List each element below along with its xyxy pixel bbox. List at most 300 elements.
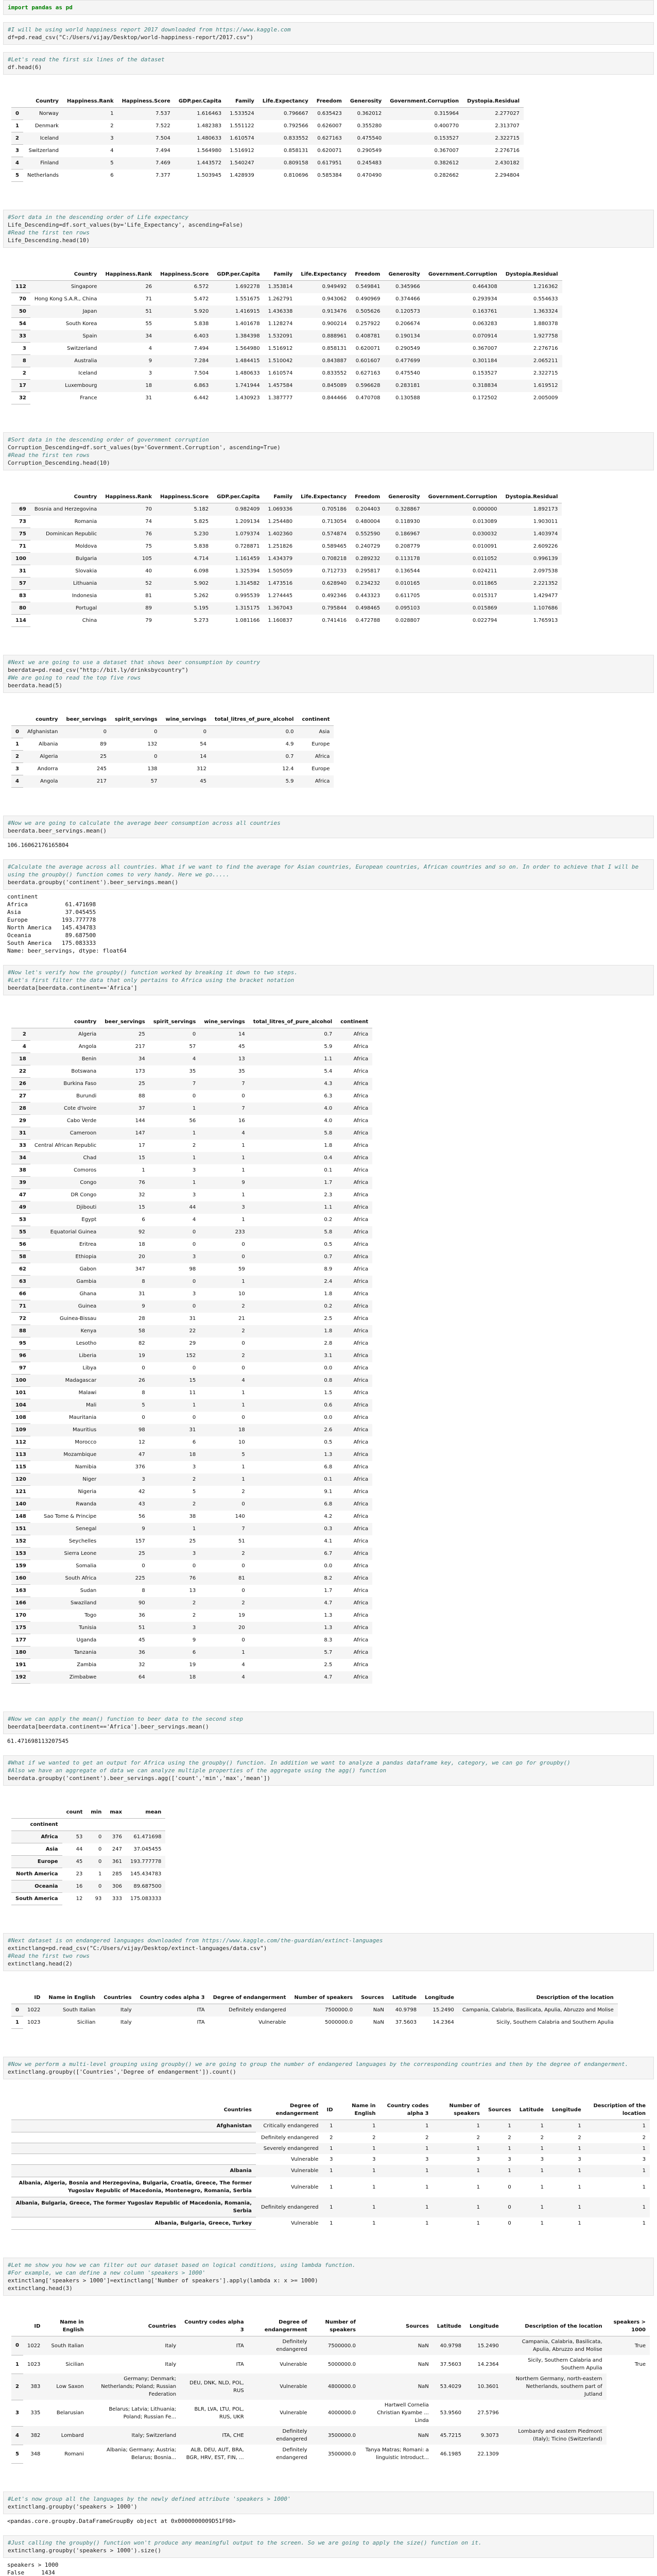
table-row — [11, 2143, 650, 2154]
code-input[interactable] — [3, 2535, 654, 2558]
table-cell: 0.475540 — [357, 135, 382, 141]
cell-load-happiness[interactable] — [3, 22, 654, 45]
table-cell: Lombard — [61, 2432, 84, 2438]
code-input[interactable] — [3, 965, 654, 995]
column-header: Life.Expectancy — [258, 95, 313, 108]
table-cell: 1 — [642, 2123, 646, 2129]
table-cell: 0.7 — [285, 754, 294, 759]
table-cell: 0.374466 — [395, 296, 420, 302]
column-header: Life.Expectancy — [297, 268, 351, 281]
cell-beer-load[interactable] — [3, 655, 654, 808]
table-row — [11, 1276, 372, 1288]
table-cell: Definitely endangered — [229, 2007, 286, 2013]
table-cell: 0.063283 — [473, 321, 497, 327]
table-cell: 0.190134 — [395, 333, 420, 339]
table-cell: 64 — [139, 1674, 145, 1680]
table-cell: 4800000.0 — [327, 2384, 356, 2389]
table-cell: 0.810696 — [284, 173, 308, 178]
row-index: 63 — [11, 1276, 30, 1288]
code-comment: #Sort data in the descending order of Life expectancy — [8, 214, 188, 221]
table-cell: 1.402360 — [268, 531, 293, 537]
table-cell: 1.1 — [324, 1205, 333, 1210]
table-row — [11, 1226, 372, 1239]
table-cell: 1 — [578, 2145, 581, 2151]
table-cell: Equatorial Guinea — [50, 1229, 97, 1235]
table-row — [11, 2426, 650, 2445]
table-cell: 2.322715 — [495, 135, 520, 141]
table-cell: 1.353814 — [268, 284, 293, 290]
column-header: beer_servings — [62, 714, 111, 726]
table-cell: 1 — [578, 2168, 581, 2174]
column-header: Countries — [88, 2316, 180, 2336]
table-cell: Denmark — [34, 123, 59, 129]
table-cell: 3500000.0 — [327, 2451, 356, 2457]
table-cell: Europe — [312, 741, 330, 747]
table-cell: 1.927758 — [533, 333, 558, 339]
row-index: 80 — [11, 602, 30, 615]
table-row — [11, 1201, 372, 1214]
table-row — [11, 590, 562, 602]
table-cell: Bulgaria — [75, 556, 97, 562]
table-cell: 98 — [139, 1427, 145, 1433]
table-cell: 14.2364 — [433, 2020, 454, 2025]
table-cell: 0.015869 — [472, 605, 497, 611]
row-index: 73 — [11, 516, 30, 528]
table-row — [11, 1831, 165, 1843]
code-text: import pandas as pd — [8, 4, 73, 11]
code-input[interactable] — [3, 0, 654, 15]
table-cell: 0.475540 — [395, 370, 420, 376]
table-cell: 0.289232 — [355, 556, 381, 562]
column-header: Description of the location — [458, 1992, 618, 2004]
cell-size[interactable] — [3, 2535, 654, 2576]
cell-groupby[interactable] — [3, 859, 654, 958]
table-cell: 0 — [103, 729, 107, 735]
table-cell: 5.838 — [194, 321, 209, 327]
code-input[interactable] — [3, 2492, 654, 2514]
row-index: Africa — [11, 1831, 62, 1843]
cell-output — [3, 2079, 654, 2250]
table-cell: 2 — [241, 1600, 245, 1606]
table-cell: 17 — [139, 1143, 145, 1148]
table-cell: 1.416915 — [235, 309, 260, 314]
table-cell: 2 — [330, 2134, 333, 2141]
table-cell: Niger — [82, 1477, 97, 1482]
table-cell: 1.160837 — [268, 618, 293, 623]
table-cell: 0.7 — [324, 1031, 333, 1038]
cell-head-happiness[interactable] — [3, 52, 654, 202]
table-cell: 2.5 — [324, 1316, 333, 1321]
table-cell: 0.626007 — [317, 123, 342, 129]
table-cell: 0.010091 — [472, 544, 497, 549]
table-cell: 1 — [241, 1155, 245, 1161]
table-row — [11, 1647, 372, 1659]
table-cell: 15.2490 — [433, 2007, 454, 2013]
table-row — [11, 1103, 372, 1115]
code-input[interactable] — [3, 859, 654, 890]
row-index: 115 — [11, 1461, 30, 1473]
table-cell: 1 — [330, 2221, 333, 2226]
table-cell: 0.245483 — [357, 160, 382, 166]
column-header: Longitude — [548, 2100, 585, 2120]
table-cell: 1.325394 — [235, 568, 260, 574]
table-cell: ITA, CHE — [222, 2432, 244, 2438]
table-cell: 2 — [241, 1303, 245, 1309]
code-input[interactable] — [3, 52, 654, 75]
table-cell: 32 — [139, 1192, 145, 1198]
table-cell: Lithuania — [73, 581, 97, 586]
table-cell: 0.283181 — [395, 383, 420, 388]
table-cell: 0.301184 — [473, 358, 497, 364]
dataframe-table — [11, 2316, 650, 2464]
code-input[interactable] — [3, 655, 654, 693]
table-cell: 18 — [139, 1242, 145, 1247]
code-comment: #What if we wanted to get an output for Africa using the groupby() function. In addition we want to analyze a pandas dataframe key, category, we can go for groupby() #Also we have an aggregate of data we can analyze multiple properties of the aggregate using the agg() function — [8, 1759, 570, 1774]
table-cell: 1.692278 — [235, 284, 260, 290]
table-cell: 4 — [192, 1056, 196, 1062]
table-cell: 1 — [642, 2204, 646, 2210]
table-cell: 27.5796 — [477, 2410, 499, 2416]
code-input[interactable] — [3, 210, 654, 248]
table-row — [11, 1498, 372, 1511]
row-index: 113 — [11, 1449, 30, 1461]
cell-lang-load[interactable] — [3, 1933, 654, 2049]
table-row — [11, 1412, 372, 1424]
table-row — [11, 1634, 372, 1647]
table-cell: 5.8 — [324, 1130, 333, 1136]
table-cell: 1.107686 — [533, 605, 558, 611]
column-header — [11, 2316, 23, 2336]
row-index — [11, 2154, 256, 2165]
table-cell: 0 — [241, 1365, 245, 1371]
table-cell: 3 — [142, 1477, 145, 1482]
table-cell: Asia — [319, 729, 330, 735]
table-cell: 5.902 — [194, 581, 209, 586]
row-index: 88 — [11, 1325, 30, 1337]
cell-sort-corruption[interactable] — [3, 432, 654, 648]
table-cell: 1.7 — [324, 1180, 333, 1185]
table-cell: 1.8 — [324, 1291, 333, 1297]
column-header: Family — [226, 95, 258, 108]
table-cell: 1.315175 — [235, 605, 260, 611]
table-cell: 1 — [476, 2204, 480, 2210]
index-name-header — [87, 1819, 106, 1831]
table-cell: 0 — [154, 729, 158, 735]
table-cell: Djibouti — [76, 1205, 97, 1210]
table-row — [11, 1535, 372, 1548]
table-cell: Africa — [353, 1341, 369, 1346]
row-index: 22 — [11, 1065, 30, 1078]
table-cell: 0.290549 — [395, 346, 420, 351]
table-cell: 1.8 — [324, 1328, 333, 1334]
column-header: wine_servings — [162, 714, 211, 726]
code-input[interactable] — [3, 2258, 654, 2296]
table-cell: Africa — [353, 1489, 369, 1495]
code-comment: #We are going to read the top five rows — [8, 674, 141, 681]
row-index: 0 — [11, 726, 23, 738]
table-cell: 0.628940 — [322, 581, 347, 586]
code-input[interactable] — [3, 816, 654, 838]
table-cell: 175.083333 — [130, 1896, 162, 1902]
table-row — [11, 1288, 372, 1300]
cell-import[interactable] — [3, 0, 654, 15]
row-index: 108 — [11, 1412, 30, 1424]
table-cell: 0.3 — [324, 1526, 333, 1532]
column-header: Degree of endangerment — [209, 1992, 290, 2004]
table-cell: Japan — [82, 309, 97, 314]
row-index: 104 — [11, 1399, 30, 1412]
table-cell: 1.473516 — [268, 581, 293, 586]
table-row — [11, 1880, 165, 1893]
row-index: Europe — [11, 1856, 62, 1868]
table-cell: Africa — [353, 1526, 369, 1532]
dataframe-table — [11, 2100, 650, 2230]
table-cell: 45 — [139, 1637, 145, 1643]
column-header: Name in English — [337, 2100, 380, 2120]
table-cell: 1 — [330, 2184, 333, 2190]
cell-lambda[interactable] — [3, 2258, 654, 2484]
column-header: Sources — [357, 1992, 388, 2004]
table-cell: Africa — [353, 1205, 369, 1210]
table-cell: 7 — [192, 1081, 196, 1087]
row-index: 32 — [11, 392, 30, 404]
table-cell: 1 — [540, 2168, 544, 2174]
table-cell: Italy — [120, 2007, 132, 2013]
table-cell: 8 — [142, 1390, 145, 1396]
row-index: 114 — [11, 615, 30, 627]
table-cell: 92 — [139, 1229, 145, 1235]
table-cell: 1.532091 — [268, 333, 293, 339]
table-cell: 0.367007 — [473, 346, 497, 351]
cell-africa[interactable] — [3, 965, 654, 1704]
table-cell: 1.387777 — [268, 395, 293, 401]
code-comment: #Let me show you how we can filter out our dataset based on logical conditions, using lambda function. #For example, we can define a new column 'speakers > 1000' — [8, 2262, 356, 2276]
table-cell: Malawi — [78, 1390, 97, 1396]
column-header: Number of speakers — [312, 2316, 360, 2336]
table-cell: 1.7 — [324, 1588, 333, 1594]
table-cell: Australia — [74, 358, 97, 364]
table-cell: 0.472788 — [355, 618, 381, 623]
table-cell: 382 — [30, 2432, 41, 2438]
column-header: Latitude — [433, 2316, 465, 2336]
table-cell: 0 — [142, 1415, 145, 1420]
table-cell: 0 — [192, 1415, 196, 1420]
table-cell: 0 — [192, 1031, 196, 1038]
cell-africa-mean[interactable] — [3, 1711, 654, 1748]
table-cell: 1 — [476, 2221, 480, 2226]
row-index — [11, 2132, 256, 2143]
row-index: 120 — [11, 1473, 30, 1486]
column-header: Generosity — [384, 491, 424, 503]
table-cell: 9 — [142, 1526, 145, 1532]
table-cell: Critically endangered — [263, 2123, 319, 2129]
table-cell: 1.505059 — [268, 568, 293, 574]
table-cell: Moldova — [75, 544, 97, 549]
code-input[interactable] — [3, 1933, 654, 1971]
table-cell: 1 — [192, 1106, 196, 1111]
row-index: 112 — [11, 281, 30, 293]
table-cell: 1.516912 — [230, 148, 254, 154]
table-cell: Vulnerable — [291, 2156, 319, 2162]
code-text: beerdata.head(5) — [8, 682, 62, 689]
table-cell: Slovakia — [75, 568, 97, 574]
code-input[interactable] — [3, 432, 654, 470]
table-cell: 0.585384 — [317, 173, 342, 178]
table-cell: Africa — [353, 1106, 369, 1111]
table-cell: 1 — [192, 1526, 196, 1532]
code-input[interactable] — [3, 2057, 654, 2079]
cell-agg[interactable] — [3, 1755, 654, 1926]
table-cell: 25 — [100, 754, 107, 759]
row-index: 2 — [11, 132, 23, 145]
table-cell: NaN — [418, 2384, 429, 2389]
table-cell: Africa — [353, 1464, 369, 1470]
table-cell: 51 — [238, 1538, 245, 1544]
table-cell: Sicilian — [65, 2361, 84, 2367]
column-header: Life.Expectancy — [297, 491, 351, 503]
table-cell: 2 — [192, 1477, 196, 1482]
table-cell: Africa — [353, 1501, 369, 1507]
table-cell: 0 — [241, 1415, 245, 1420]
cell-beer-mean[interactable] — [3, 816, 654, 852]
table-cell: 5.920 — [194, 309, 209, 314]
table-cell: 0.845089 — [322, 383, 347, 388]
column-header: ID — [322, 2100, 337, 2120]
table-cell: 82 — [139, 1341, 145, 1346]
code-text: df.head(6) — [8, 64, 42, 71]
table-cell: Africa — [353, 1155, 369, 1161]
table-row — [11, 306, 562, 318]
table-cell: Gabon — [79, 1266, 97, 1272]
table-cell: 2.097538 — [533, 568, 558, 574]
table-cell: 4.2 — [324, 1514, 333, 1519]
table-cell: 7.494 — [194, 346, 209, 351]
table-cell: Singapore — [71, 284, 97, 290]
table-cell: Vulnerable — [280, 2410, 307, 2416]
cell-pivot[interactable] — [3, 2057, 654, 2250]
table-cell: 0.949492 — [322, 284, 347, 290]
table-cell: 43 — [139, 1501, 145, 1507]
code-input[interactable] — [3, 22, 654, 45]
column-header: country — [30, 1016, 100, 1028]
table-cell: Finland — [40, 160, 59, 166]
table-cell: 1 — [476, 2168, 480, 2174]
table-cell: 1.480633 — [235, 370, 260, 376]
table-cell: Africa — [353, 1130, 369, 1136]
table-cell: 0.995539 — [235, 593, 260, 599]
table-cell: Angola — [40, 778, 58, 784]
table-cell: 29 — [189, 1341, 196, 1346]
table-cell: 2 — [241, 1489, 245, 1495]
table-cell: BLR, LVA, LTU, POL, RUS, UKR — [194, 2406, 246, 2420]
table-cell: Sicily, Southern Calabria and Southern Apulia — [496, 2020, 614, 2025]
column-header: Freedom — [351, 268, 384, 281]
table-cell: Liberia — [79, 1353, 97, 1359]
table-cell: Africa — [353, 1390, 369, 1396]
table-row — [11, 2154, 650, 2165]
table-cell: 2 — [192, 1613, 196, 1618]
cell-sort-life[interactable] — [3, 210, 654, 425]
table-cell: 335 — [30, 2410, 41, 2416]
dataframe-table — [11, 95, 524, 182]
table-cell: Africa — [353, 1439, 369, 1445]
column-header: speakers > 1000 — [607, 2316, 650, 2336]
table-cell: Libya — [82, 1365, 97, 1371]
column-header: Latitude — [515, 2100, 548, 2120]
table-cell: 0 — [192, 1229, 196, 1235]
table-cell: 1.430923 — [235, 395, 260, 401]
column-header: Longitude — [465, 2316, 503, 2336]
table-cell: Africa — [353, 1167, 369, 1173]
table-cell: 7 — [241, 1081, 245, 1087]
table-cell: 1.216362 — [533, 284, 558, 290]
table-cell: Africa — [353, 1180, 369, 1185]
cell-groupby-obj[interactable] — [3, 2492, 654, 2528]
table-cell: 0.172502 — [473, 395, 497, 401]
table-cell: 152 — [186, 1353, 196, 1359]
column-header: wine_servings — [200, 1016, 249, 1028]
row-index: 18 — [11, 1053, 30, 1065]
table-cell: 0.741416 — [322, 618, 347, 623]
table-cell: 9.1 — [324, 1489, 333, 1495]
table-cell: Algeria — [78, 1031, 97, 1038]
column-header: GDP.per.Capita — [213, 491, 264, 503]
table-cell: 2 — [372, 2134, 376, 2141]
table-cell: 0.0 — [324, 1563, 333, 1569]
code-comment: #Read the first ten rows — [8, 452, 90, 459]
code-comment: #Let's now group all the languages by the newly defined attribute 'speakers > 1000' — [8, 2495, 291, 2502]
table-cell: Africa — [353, 1662, 369, 1668]
table-row — [11, 775, 334, 788]
table-cell: 1 — [241, 1650, 245, 1655]
code-input[interactable] — [3, 1755, 654, 1786]
table-cell: 1 — [508, 2145, 511, 2151]
table-cell: 0.282662 — [434, 173, 459, 178]
code-input[interactable] — [3, 1711, 654, 1734]
table-cell: 1 — [476, 2123, 480, 2129]
table-cell: 5.195 — [194, 605, 209, 611]
table-row — [11, 1263, 372, 1276]
column-header: Name in English — [44, 2316, 88, 2336]
table-cell: Cameroon — [70, 1130, 97, 1136]
table-cell: 0.022794 — [472, 618, 497, 623]
table-cell: Lombardy and eastern Piedmont (Italy); Ticino (Switzerland) — [518, 2429, 604, 2442]
table-cell: 5.7 — [324, 1650, 333, 1655]
table-cell: 1.3 — [324, 1625, 333, 1631]
row-index: 33 — [11, 330, 30, 343]
table-cell: 347 — [135, 1266, 145, 1272]
table-cell: 0.130588 — [395, 395, 420, 401]
table-cell: 31 — [139, 1291, 145, 1297]
table-cell: 144 — [135, 1118, 145, 1124]
table-cell: 0.136544 — [395, 568, 420, 574]
table-cell: Cote d'Ivoire — [63, 1106, 97, 1111]
table-cell: 2.276716 — [495, 148, 520, 154]
table-cell: 0.708218 — [322, 556, 347, 562]
table-cell: 4 — [241, 1130, 245, 1136]
table-cell: 1.619512 — [533, 383, 558, 388]
column-header — [11, 1806, 62, 1819]
table-cell: 2.5 — [324, 1662, 333, 1668]
table-cell: Mali — [85, 1402, 97, 1408]
code-text: beerdata[beerdata.continent=='Africa'].beer_servings.mean() — [8, 1723, 209, 1730]
table-cell: Sudan — [80, 1588, 97, 1594]
table-cell: 2.430182 — [495, 160, 520, 166]
table-cell: 0.295817 — [355, 568, 381, 574]
table-cell: NaN — [373, 2020, 384, 2025]
table-cell: 1 — [330, 2123, 333, 2129]
table-row — [11, 1523, 372, 1535]
